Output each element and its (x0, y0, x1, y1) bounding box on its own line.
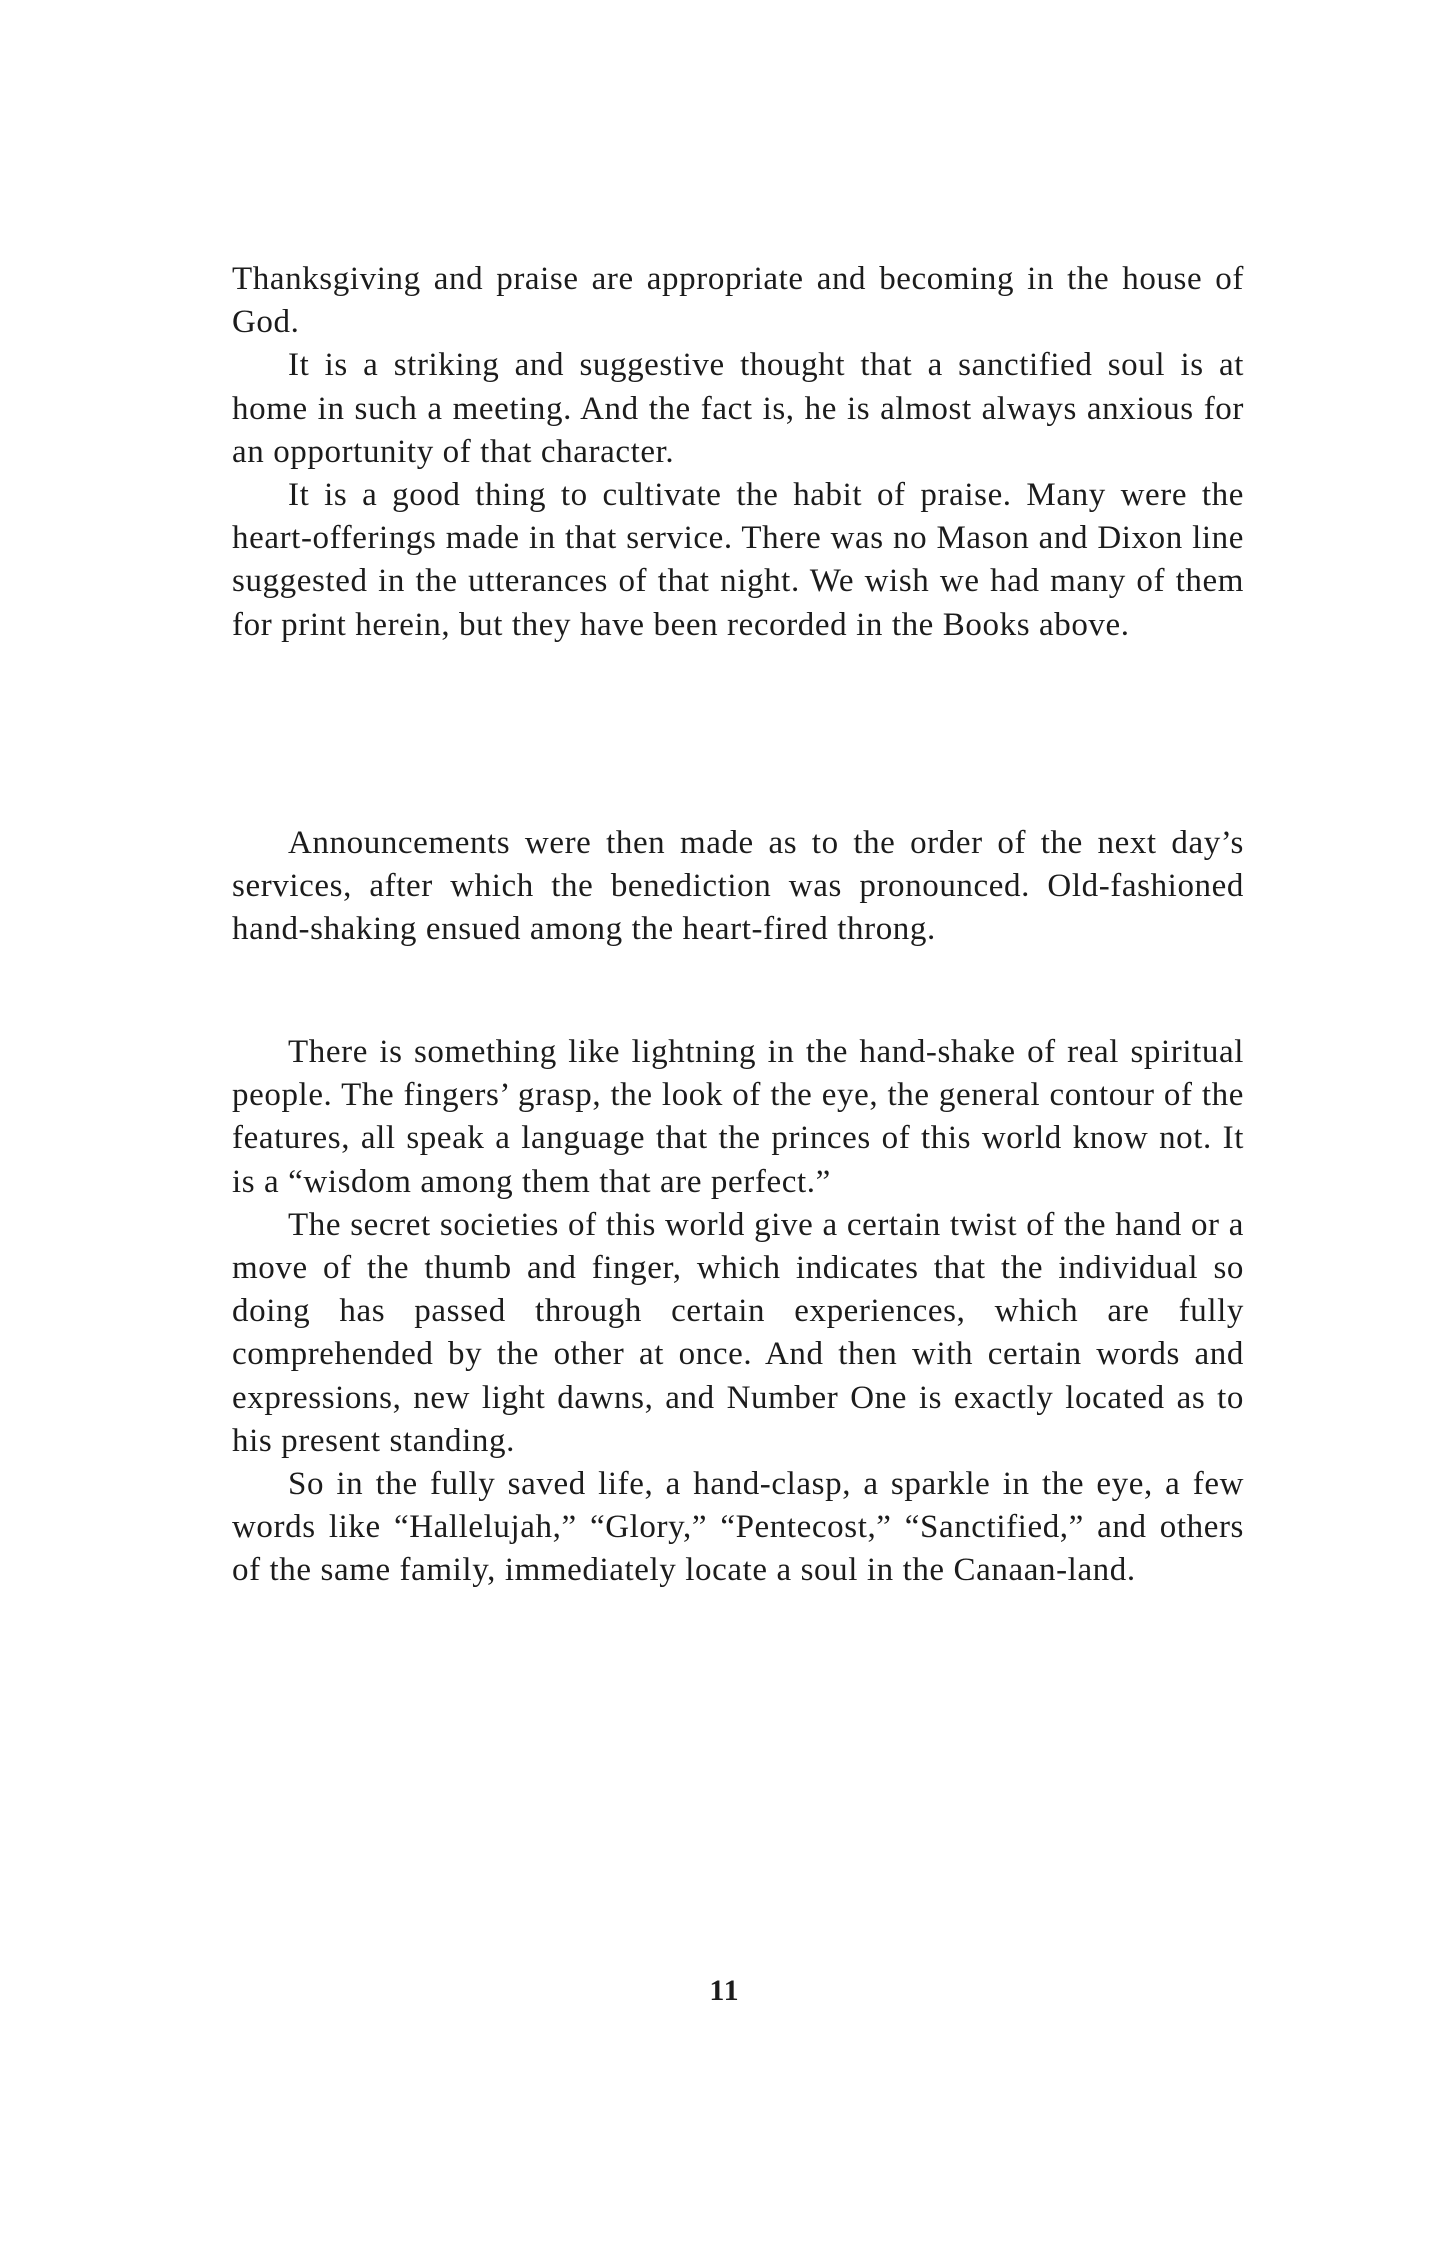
paragraph-fully-saved-life: So in the fully saved life, a hand-clasp, a sparkle in the eye, a few words like “Hallelujah,” “Glory,” “Pentecost,” “Sanctified,” and others of the same family, immediately locate a soul in the Canaan-land. (232, 1466, 1244, 1589)
page-number: 11 (709, 1974, 740, 2007)
text-section-hand-shake (232, 1031, 1244, 1593)
paragraph-lightning-hand-shake: There is something like lightning in the hand-shake of real spiritual people. The fingers’ grasp, the look of the eye, the general contour of the features, all speak a language that the princes of this world know not. It is a “wisdom among them that are perfect.” (232, 1034, 1244, 1200)
paragraph-sanctified-soul: It is a striking and suggestive thought that a sanctified soul is at home in such a meeting. And the fact is, he is almost always anxious for an opportunity of that character. (232, 347, 1244, 470)
paragraph-thanksgiving: Thanksgiving and praise are appropriate and becoming in the house of God. (232, 261, 1244, 341)
text-section-announcements (232, 822, 1244, 952)
paragraph-habit-of-praise: It is a good thing to cultivate the habit of praise. Many were the heart-offerings made in that service. There was no Mason and Dixon line suggested in the utterances of that night. We wish we had many of them for print herein, but they have been recorded in the Books above. (232, 477, 1244, 643)
paragraph-secret-societies: The secret societies of this world give a certain twist of the hand or a move of the thumb and finger, which indicates that the individual so doing has passed through certain experiences, which are fully comprehended by the other at once. And then with certain words and expressions, new light dawns, and Number One is exactly located as to his present standing. (232, 1206, 1244, 1459)
text-section-thanksgiving (232, 258, 1244, 647)
paragraph-announcements: Announcements were then made as to the order of the next day’s services, after which the benediction was pronounced. Old-fashioned hand-shaking ensued among the heart-fired throng. (232, 825, 1244, 948)
